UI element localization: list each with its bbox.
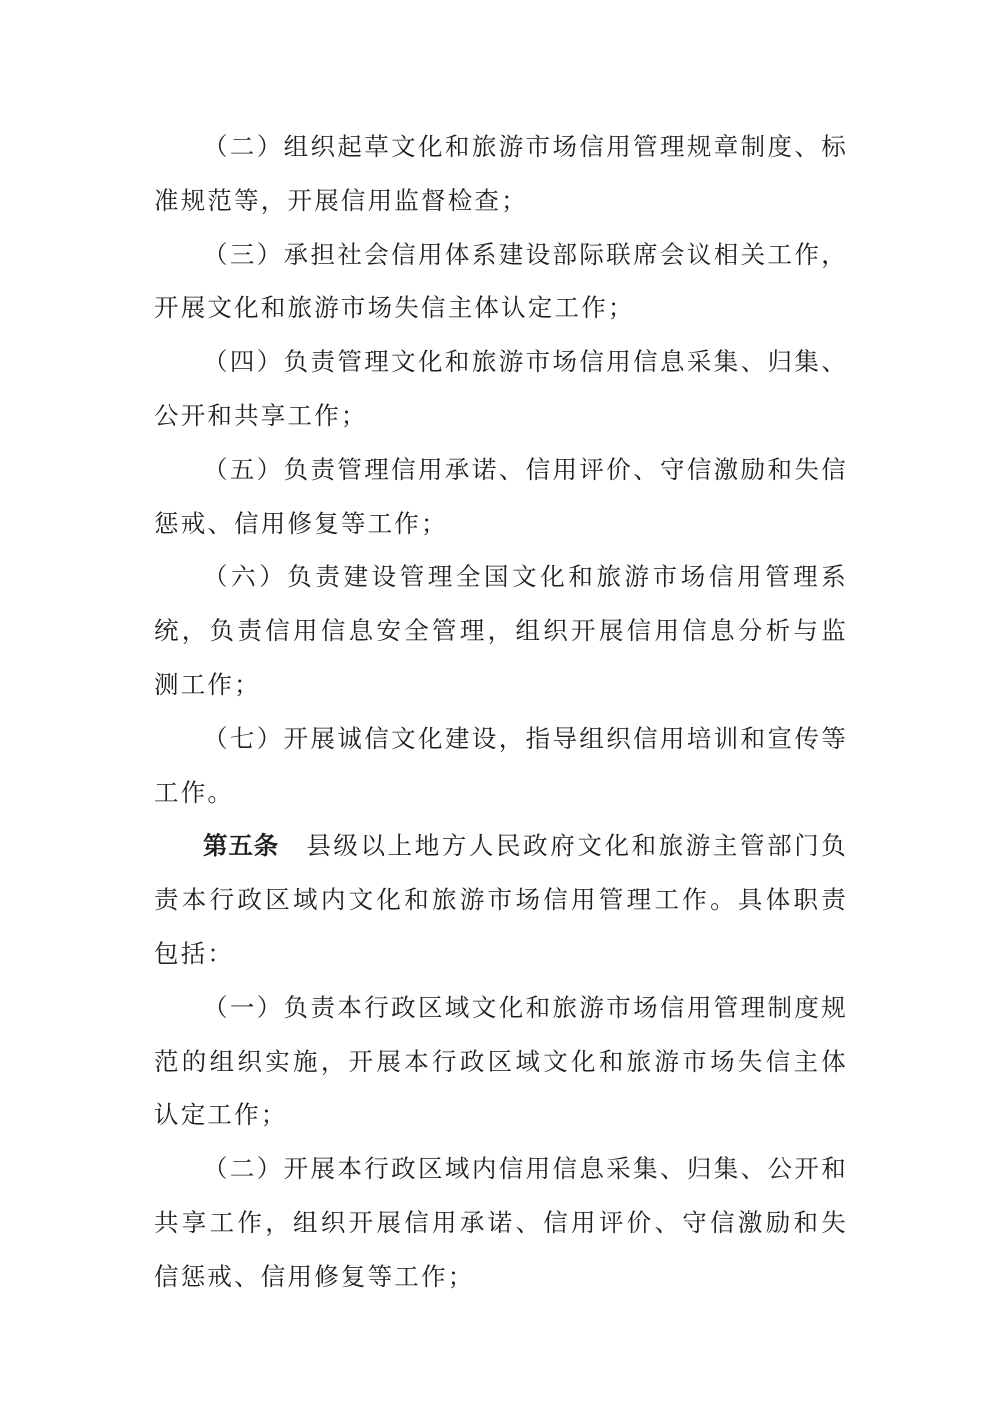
paragraph-item-2 (154, 120, 848, 228)
paragraph-text: （二）组织起草文化和旅游市场信用管理规章制度、标准规范等，开展信用监督检查； (154, 132, 848, 215)
paragraph-text: （一）负责本行政区域文化和旅游市场信用管理制度规范的组织实施，开展本行政区域文化和旅游市场失信主体认定工作； (154, 992, 848, 1130)
document-body (154, 120, 848, 1304)
paragraph-text: （三）承担社会信用体系建设部际联席会议相关工作，开展文化和旅游市场失信主体认定工作； (154, 239, 848, 323)
paragraph-text: （七）开展诚信文化建设，指导组织信用培训和宣传等工作。 (154, 723, 848, 807)
paragraph-text: （二）开展本行政区域内信用信息采集、归集、公开和共享工作，组织开展信用承诺、信用评价、守信激励和失信惩戒、信用修复等工作； (154, 1154, 848, 1291)
paragraph-text: （五）负责管理信用承诺、信用评价、守信激励和失信惩戒、信用修复等工作； (154, 454, 848, 538)
article-number: 第五条 (203, 831, 280, 861)
paragraph-text: （四）负责管理文化和旅游市场信用信息采集、归集、公开和共享工作； (154, 347, 848, 430)
paragraph-item-7 (154, 712, 848, 820)
paragraph-text: （六）负责建设管理全国文化和旅游市场信用管理系统，负责信用信息安全管理，组织开展信用信息分析与监测工作； (154, 562, 848, 699)
paragraph-text: 县级以上地方人民政府文化和旅游主管部门负责本行政区域内文化和旅游市场信用管理工作。具体职责包括： (154, 831, 849, 968)
article-5-item-2 (154, 1142, 848, 1303)
article-5-item-1 (154, 981, 848, 1142)
paragraph-item-4 (154, 335, 848, 443)
article-5-paragraph (154, 819, 848, 980)
paragraph-item-6 (154, 550, 848, 711)
paragraph-item-5 (154, 443, 848, 551)
paragraph-item-3 (154, 228, 848, 336)
